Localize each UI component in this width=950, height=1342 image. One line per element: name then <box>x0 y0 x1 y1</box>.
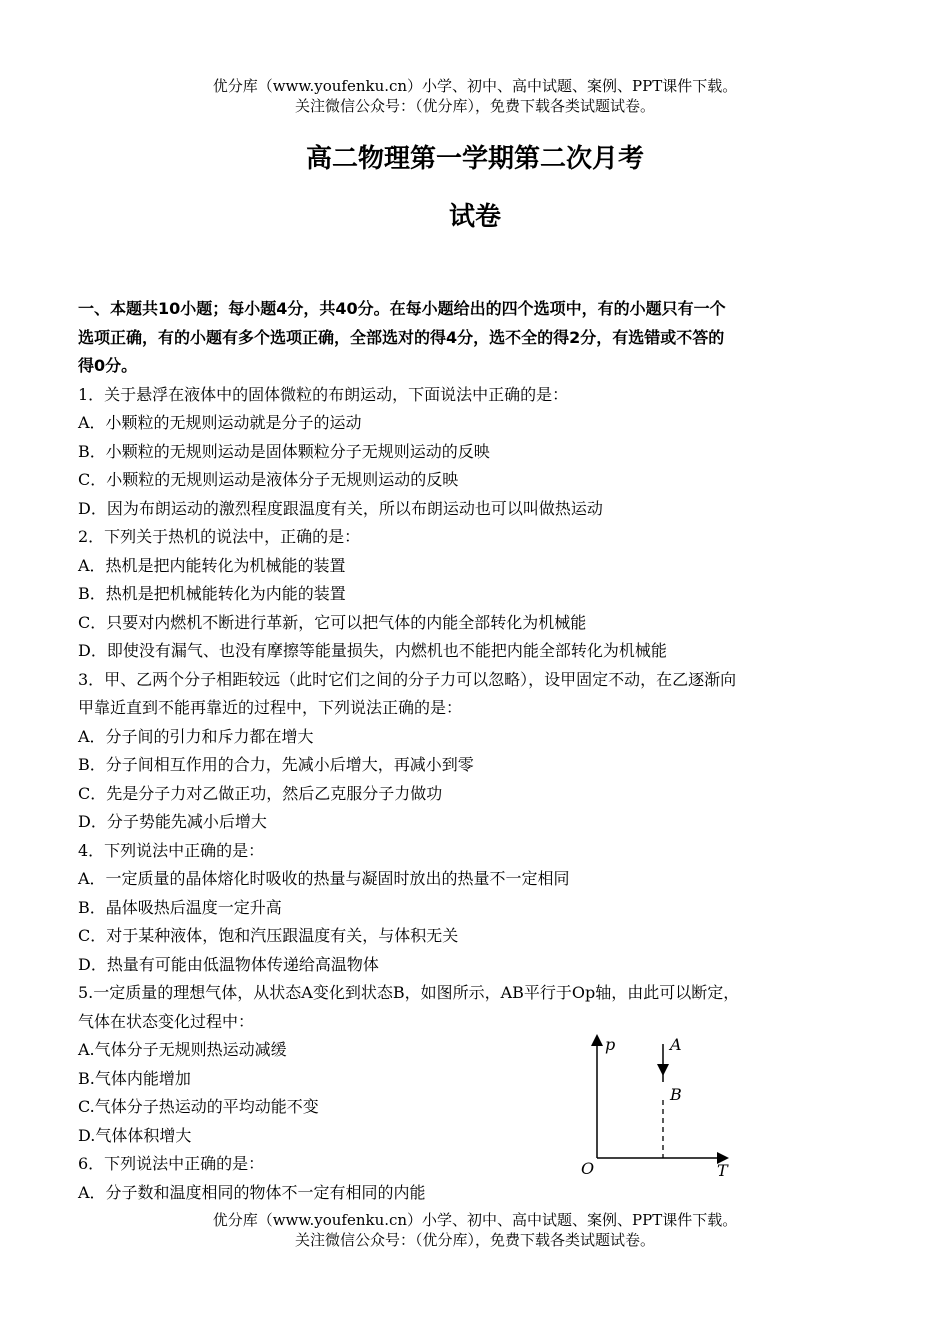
question-2 <box>78 523 878 666</box>
page-subtitle: 试卷 <box>448 202 501 232</box>
point-a-label: A <box>670 1035 682 1054</box>
option-a: A．热机是把内能转化为机械能的装置 <box>78 555 346 575</box>
t-axis-label: T <box>717 1161 728 1180</box>
question-stem: 3．甲、乙两个分子相距较远（此时它们之间的分子力可以忽略），设甲固定不动，在乙逐渐向 <box>78 669 737 689</box>
option-c: C．对于某种液体，饱和汽压跟温度有关，与体积无关 <box>78 926 459 945</box>
header-line-2: 关注微信公众号：（优分库），免费下载各类试题试卷。 <box>294 97 655 115</box>
question-stem: 6．下列说法中正确的是： <box>78 1154 265 1173</box>
question-stem: 4．下列说法中正确的是： <box>78 840 265 860</box>
p-t-diagram-svg <box>575 1030 745 1180</box>
option-a: A.气体分子无规则热运动减缓 <box>78 1040 287 1059</box>
point-b-label: B <box>670 1085 682 1104</box>
footer-line-2: 关注微信公众号：（优分库），免费下载各类试题试卷。 <box>294 1231 655 1249</box>
question-6 <box>78 1150 878 1207</box>
footer-line-1: 优分库（www.youfenku.cn）小学、初中、高中试题、案例、PPT课件下载。 <box>212 1211 738 1229</box>
question-stem: 2．下列关于热机的说法中，正确的是： <box>78 527 361 546</box>
page-title: 高二物理第一学期第二次月考 <box>305 144 644 174</box>
option-d: D.气体体积增大 <box>78 1125 192 1145</box>
exam-content <box>78 295 878 1207</box>
p-axis-label: p <box>605 1035 616 1054</box>
option-b: B．晶体吸热后温度一定升高 <box>78 897 282 917</box>
option-c: C．先是分子力对乙做正功，然后乙克服分子力做功 <box>78 783 443 803</box>
question-stem: 气体在状态变化过程中： <box>78 1011 255 1031</box>
question-3 <box>78 666 878 837</box>
header-note <box>0 76 950 116</box>
option-c: C.气体分子热运动的平均动能不变 <box>78 1097 319 1116</box>
instruction-line: 一、本题共10小题；每小题4分，共40分。在每小题给出的四个选项中，有的小题只有一个 <box>78 299 726 318</box>
option-b: B．小颗粒的无规则运动是固体颗粒分子无规则运动的反映 <box>78 441 490 461</box>
option-d: D．即使没有漏气、也没有摩擦等能量损失，内燃机也不能把内能全部转化为机械能 <box>78 641 667 660</box>
origin-label: O <box>581 1159 595 1178</box>
p-t-diagram <box>575 1030 745 1180</box>
option-d: D．热量有可能由低温物体传递给高温物体 <box>78 954 379 974</box>
question-4 <box>78 837 878 980</box>
question-1 <box>78 381 878 524</box>
option-a: A．一定质量的晶体熔化时吸收的热量与凝固时放出的热量不一定相同 <box>78 869 570 888</box>
option-a: A．小颗粒的无规则运动就是分子的运动 <box>78 413 362 432</box>
question-stem: 1．关于悬浮在液体中的固体微粒的布朗运动，下面说法中正确的是： <box>78 384 569 404</box>
question-stem: 5.一定质量的理想气体，从状态A变化到状态B，如图所示，AB平行于Op轴，由此可以断定， <box>78 983 740 1002</box>
instruction-line: 得0分。 <box>78 356 138 375</box>
option-c: C．只要对内燃机不断进行革新，它可以把气体的内能全部转化为机械能 <box>78 612 587 632</box>
question-5 <box>78 979 878 1150</box>
option-d: D．因为布朗运动的激烈程度跟温度有关，所以布朗运动也可以叫做热运动 <box>78 498 603 518</box>
option-b: B．热机是把机械能转化为内能的装置 <box>78 584 346 603</box>
option-d: D．分子势能先减小后增大 <box>78 812 267 831</box>
header-line-1: 优分库（www.youfenku.cn）小学、初中、高中试题、案例、PPT课件下载。 <box>212 77 738 95</box>
option-c: C．小颗粒的无规则运动是液体分子无规则运动的反映 <box>78 470 459 489</box>
option-b: B.气体内能增加 <box>78 1068 191 1088</box>
instruction-line: 选项正确，有的小题有多个选项正确，全部选对的得4分，选不全的得2分，有选错或不答的 <box>78 327 725 347</box>
option-b: B．分子间相互作用的合力，先减小后增大，再减小到零 <box>78 755 474 774</box>
option-a: A．分子间的引力和斥力都在增大 <box>78 726 314 746</box>
question-stem: 甲靠近直到不能再靠近的过程中，下列说法正确的是： <box>78 698 463 717</box>
section-1-instructions <box>78 295 878 381</box>
option-a: A．分子数和温度相同的物体不一定有相同的内能 <box>78 1182 426 1202</box>
footer-note <box>0 1210 950 1250</box>
